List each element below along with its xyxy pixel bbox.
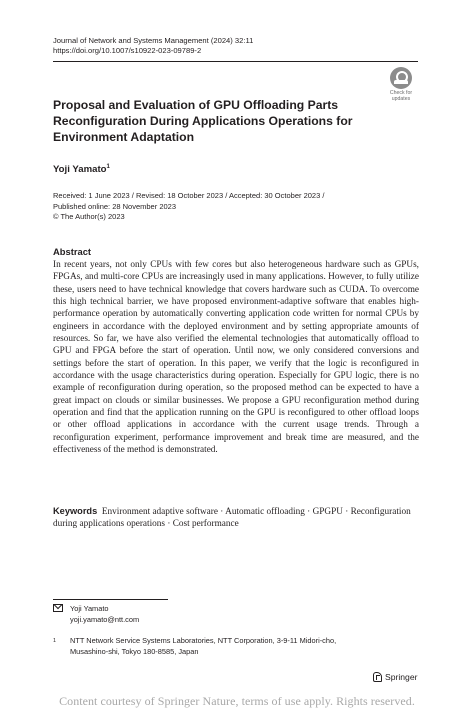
abstract-text: In recent years, not only CPUs with few cores but also heterogeneous hardware such as GPUs, FPGAs, and multi-core CPUs are increasingly used in many applications. However, to fully utilize these, users need to have technical knowledge that covers hardware such as CUDA. To overcome this high technical barrier, we have proposed environment-adaptive software that enables high-performance operation by automatically converting application code written for normal CPUs by engineers in accordance with the deployed environment and by setting appropriate amounts of resources. So far, we have also verified the elemental technologies that automatically offload to GPU and FPGA before the start of operation. Until now, we only considered conversions and settings before the start of operation. In this paper, we verify that the logic is reconfigured in accordance with the usage characteristics during operation. Especially for GPU logic, there is no example of reconfiguration during operation, so the proposed method can be expected to have a great impact on clouds or similar businesses. We propose a GPU reconfiguration method during operation and find that the application running on the GPU is reconfigured to other offload loops or other offload applications in accordance with the current usage trends. Through a reconfiguration experiment, performance improvement and break time are measured, and the effectiveness of the method is demonstrated.: [53, 260, 419, 456]
publication-dates: [53, 191, 418, 223]
affiliation-number: 1: [53, 638, 57, 644]
corresponding-author-email[interactable]: yoji.yamato@ntt.com: [70, 614, 140, 624]
doi-link[interactable]: https://doi.org/10.1007/s10922-023-09789-2: [53, 46, 202, 55]
author-affiliation-mark: 1: [106, 164, 110, 170]
keywords-block: [53, 505, 419, 531]
springer-wordmark: Springer: [385, 672, 418, 682]
check-updates-label: Check for updates: [389, 90, 413, 102]
header-rule: [53, 61, 418, 62]
check-for-updates-button[interactable]: [385, 67, 417, 102]
check-updates-icon: [390, 67, 412, 89]
courtesy-notice: Content courtesy of Springer Nature, terms of use apply. Rights reserved.: [59, 694, 415, 708]
affiliation-line-2: Musashino-shi, Tokyo 180-8585, Japan: [70, 646, 199, 656]
author-name: Yoji Yamato: [53, 164, 107, 176]
footnote-rule: [53, 599, 168, 600]
copyright-line: © The Author(s) 2023: [53, 212, 125, 221]
keywords-text: Environment adaptive software · Automatic offloading · GPGPU · Reconfiguration during applications operations · Cost performance: [53, 507, 411, 530]
article-title: Proposal and Evaluation of GPU Offloading Parts Reconfiguration During Applications Operations for Environment Adaptation: [53, 98, 353, 144]
journal-header: [53, 36, 253, 56]
dates-line-2: Published online: 28 November 2023: [53, 201, 176, 211]
springer-logo: [373, 672, 417, 682]
corresponding-author-name: Yoji Yamato: [70, 604, 109, 613]
abstract-heading: Abstract: [53, 246, 92, 257]
dates-line-1: Received: 1 June 2023 / Revised: 18 October 2023 / Accepted: 30 October 2023 /: [53, 191, 325, 200]
envelope-icon: [53, 604, 63, 612]
journal-citation: Journal of Network and Systems Management (2024) 32:11: [53, 36, 254, 45]
springer-horse-icon: [373, 672, 382, 682]
author-line: [53, 164, 110, 175]
keywords-label: Keywords: [53, 506, 98, 516]
corresponding-author: [53, 604, 140, 624]
affiliation-line-1: NTT Network Service Systems Laboratories, NTT Corporation, 3-9-11 Midori-cho,: [70, 636, 337, 645]
